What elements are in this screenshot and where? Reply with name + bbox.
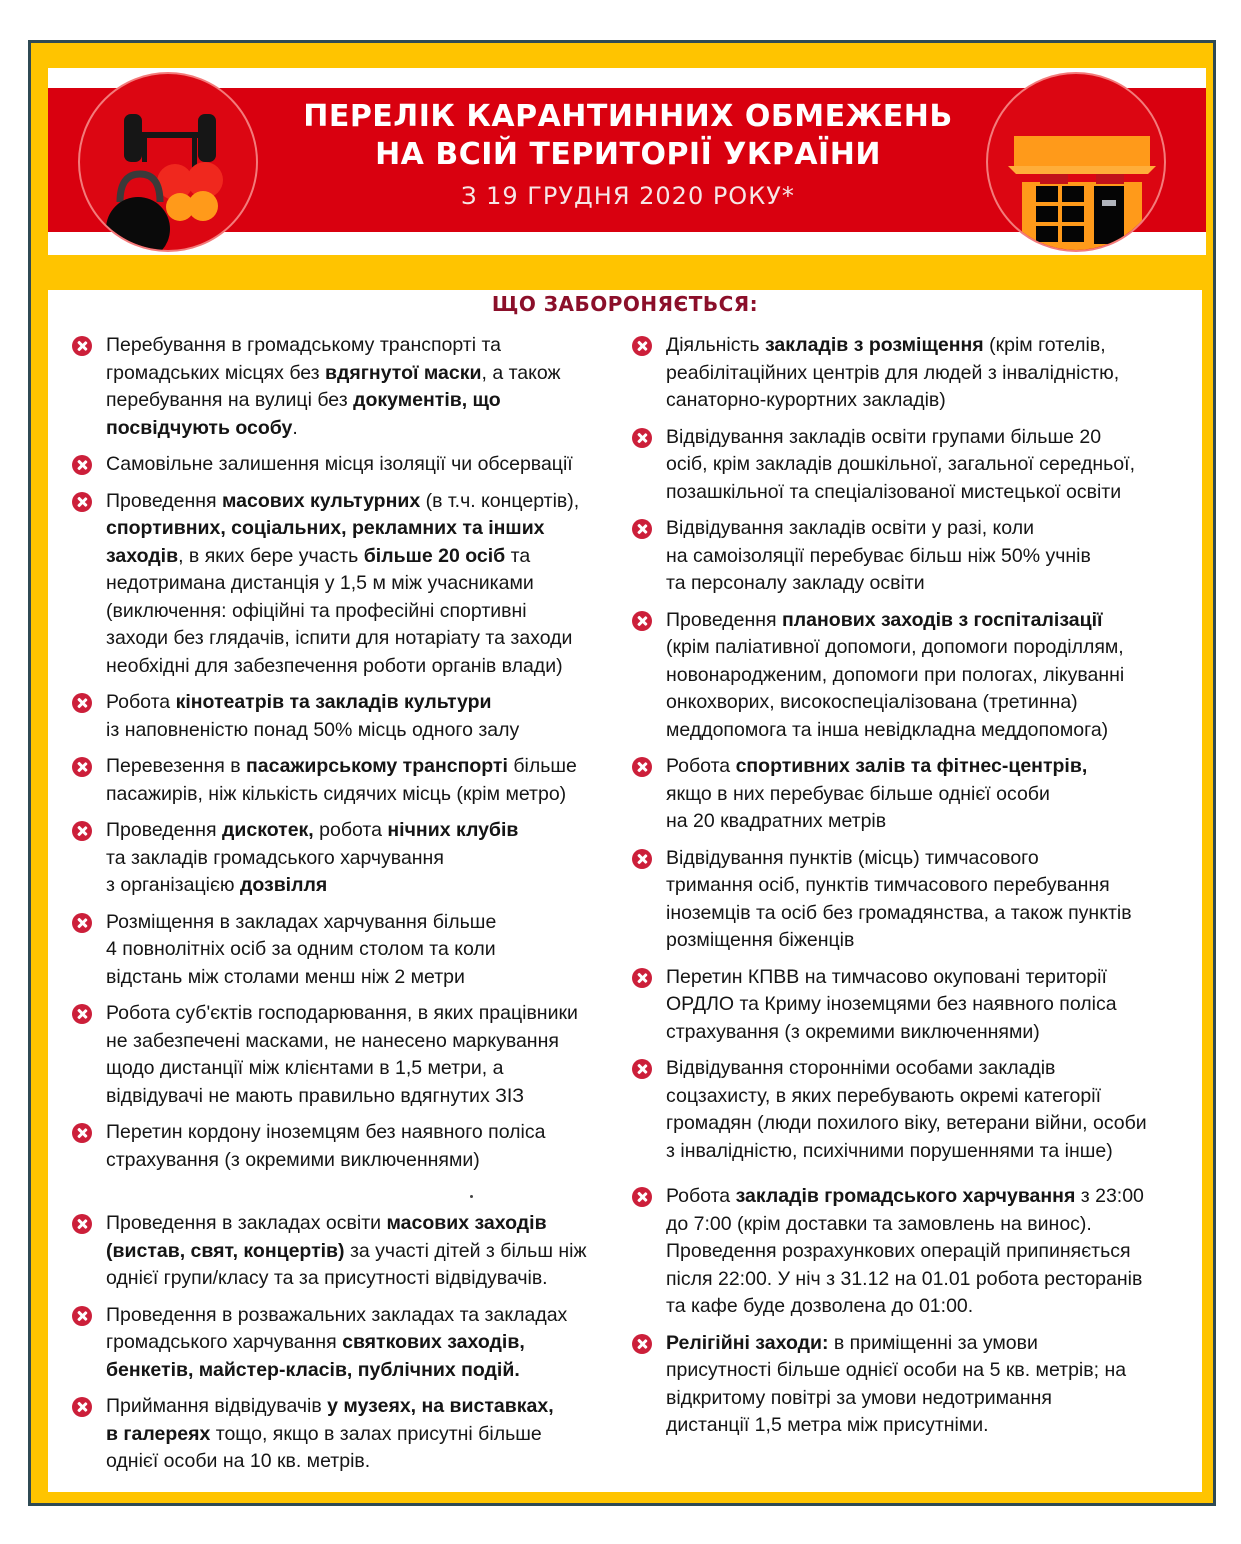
restriction-item xyxy=(630,1330,1180,1440)
x-circle-icon xyxy=(632,757,652,777)
item-text: за участі дітей з більш ніж xyxy=(344,1239,587,1262)
item-text: страхування (з окремими виключеннями) xyxy=(666,1020,1040,1043)
item-text: та персоналу закладу освіти xyxy=(666,572,925,594)
item-text: Діяльність xyxy=(666,334,765,356)
x-circle-icon xyxy=(632,1059,652,1079)
item-text: більше xyxy=(507,755,577,777)
item-text: тримання осіб, пунктів тимчасового перебування xyxy=(666,874,1110,896)
shop-storefront-icon xyxy=(986,72,1166,252)
restriction-item xyxy=(70,332,610,442)
item-text: необхідні для забезпечення роботи органів влади) xyxy=(106,654,563,677)
x-circle-icon xyxy=(72,455,92,475)
item-text: громадського харчування xyxy=(106,1331,343,1353)
item-text: відвідувачі не мають правильно вдягнутих ЗІЗ xyxy=(106,1084,525,1107)
item-text: громадських місцях без xyxy=(106,361,326,384)
item-text: Проведення в розважальних закладах та закладах xyxy=(106,1303,568,1326)
x-circle-icon xyxy=(72,693,92,713)
item-text: пасажирів, ніж кількість сидячих місць (крім метро) xyxy=(106,782,567,805)
item-text: в приміщенні за умови xyxy=(828,1331,1038,1354)
restriction-item xyxy=(630,1055,1180,1165)
restriction-item xyxy=(630,964,1180,1047)
x-circle-icon xyxy=(72,913,92,933)
item-text: (крім готелів, xyxy=(983,334,1106,356)
x-circle-icon xyxy=(632,849,652,869)
item-text: меддопомога та інша невідкладна меддопомога) xyxy=(666,718,1109,741)
item-text: Проведення xyxy=(106,489,223,512)
emphasis-text: спортивних залів та фітнес-центрів, xyxy=(735,755,1088,777)
emphasis-text: дозвілля xyxy=(239,874,328,896)
restriction-item xyxy=(70,817,610,900)
x-circle-icon xyxy=(72,1306,92,1326)
left-column xyxy=(70,332,610,1476)
item-text: на самоізоляції перебуває більш ніж 50% учнів xyxy=(666,544,1091,567)
emphasis-text: в галереях xyxy=(106,1422,211,1445)
item-text: після 22:00. У ніч з 31.12 на 01.01 робота ресторанів xyxy=(666,1267,1143,1290)
item-text: осіб, крім закладів дошкільної, загальної середньої, xyxy=(666,453,1135,475)
item-text: позашкільної та спеціалізованої мистецької освіти xyxy=(666,480,1122,503)
item-text: Приймання відвідувачів xyxy=(106,1395,328,1417)
right-column xyxy=(630,332,1180,1440)
header-banner xyxy=(48,68,1206,255)
title-line-1: ПЕРЕЛІК КАРАНТИННИХ ОБМЕЖЕНЬ xyxy=(303,99,953,134)
item-text: Перевезення в xyxy=(106,755,246,777)
x-circle-icon xyxy=(632,1334,652,1354)
item-text: та xyxy=(505,544,531,567)
restriction-item xyxy=(70,451,610,479)
restriction-item xyxy=(630,753,1180,836)
item-text: тощо, якщо в залах присутні більше xyxy=(210,1422,542,1445)
item-text: та закладів громадського харчування xyxy=(106,846,444,869)
item-text: недотримана дистанція у 1,5 м між учасниками xyxy=(106,572,534,594)
item-text: однієї групи/класу та за присутності відвідувачів. xyxy=(106,1267,548,1289)
item-text: ОРДЛО та Криму іноземцями без наявного поліса xyxy=(666,993,1117,1015)
restriction-item xyxy=(70,1393,610,1476)
x-circle-icon xyxy=(72,1123,92,1143)
restriction-item xyxy=(630,607,1180,745)
item-text: із наповненістю понад 50% місць одного залу xyxy=(106,718,520,741)
x-circle-icon xyxy=(72,757,92,777)
item-text: Проведення xyxy=(666,608,783,631)
emphasis-text: масових заходів xyxy=(386,1212,547,1234)
item-text: соцзахисту, в яких перебувають окремі категорії xyxy=(666,1084,1101,1107)
restriction-item xyxy=(630,332,1180,415)
item-text: однієї особи на 10 кв. метрів. xyxy=(106,1450,371,1472)
item-text: розміщення біженців xyxy=(666,929,855,951)
item-text: Відвідування сторонніми особами закладів xyxy=(666,1057,1056,1079)
item-text: відкритому повітрі за умови недотримання xyxy=(666,1386,1052,1409)
restriction-item xyxy=(70,488,610,681)
restriction-item xyxy=(630,1183,1180,1321)
item-text: Проведення в закладах освіти xyxy=(106,1212,387,1234)
restriction-item xyxy=(70,689,610,744)
item-text: Робота xyxy=(666,755,736,777)
emphasis-text: (вистав, свят, концертів) xyxy=(106,1239,345,1262)
item-text: Перетин КПВВ на тимчасово окуповані території xyxy=(666,965,1107,988)
item-text: реабілітаційних центрів для людей з інвалідністю, xyxy=(666,361,1120,384)
gym-equipment-icon xyxy=(78,72,258,252)
item-text: не забезпечені масками, не нанесено маркування xyxy=(106,1029,559,1052)
x-circle-icon xyxy=(72,492,92,512)
item-text: (крім паліативної допомоги, допомоги породіллям, xyxy=(666,636,1124,658)
emphasis-text: масових культурних xyxy=(222,489,421,512)
item-text: на 20 квадратних метрів xyxy=(666,810,887,832)
item-text: Робота xyxy=(666,1185,736,1207)
restriction-item xyxy=(70,1302,610,1385)
item-text: якщо в них перебуває більше однієї особи xyxy=(666,782,1050,805)
item-text: присутності більше однієї особи на 5 кв. метрів; на xyxy=(666,1359,1127,1381)
item-text: Відвідування закладів освіти групами більше 20 xyxy=(666,425,1102,448)
x-circle-icon xyxy=(632,336,652,356)
emphasis-text: більше 20 осіб xyxy=(363,544,506,567)
x-circle-icon xyxy=(72,336,92,356)
item-text: . xyxy=(292,416,298,439)
item-text: робота xyxy=(313,819,388,841)
stray-dot xyxy=(470,1195,473,1198)
emphasis-text: планових заходів з госпіталізації xyxy=(782,608,1103,631)
x-circle-icon xyxy=(632,519,652,539)
title-line-2: НА ВСІЙ ТЕРИТОРІЇ УКРАЇНИ xyxy=(375,137,881,172)
item-text: Робота xyxy=(106,691,176,713)
emphasis-text: святкових заходів, xyxy=(342,1331,525,1353)
item-text: до 7:00 (крім доставки та замовлень на винос). xyxy=(666,1212,1092,1235)
item-text: , а також xyxy=(481,361,561,384)
emphasis-text: спортивних, соціальних, рекламних та інших xyxy=(106,517,545,539)
x-circle-icon xyxy=(72,1397,92,1417)
item-text: з інвалідністю, психічними порушеннями та інше) xyxy=(666,1139,1113,1162)
item-text: Робота суб'єктів господарювання, в яких працівники xyxy=(106,1002,578,1024)
x-circle-icon xyxy=(632,428,652,448)
item-text: з 23:00 xyxy=(1075,1185,1144,1207)
emphasis-text: закладів громадського харчування xyxy=(735,1185,1076,1207)
item-text: онкохворих, високоспеціалізована (третинна) xyxy=(666,691,1078,713)
item-text: Проведення розрахункових операцій припиняється xyxy=(666,1240,1131,1262)
item-text: Перетин кордону іноземцям без наявного поліса xyxy=(106,1121,546,1143)
item-text: новонародженим, допомоги при пологах, лікуванні xyxy=(666,663,1125,686)
emphasis-text: нічних клубів xyxy=(387,819,519,841)
x-circle-icon xyxy=(632,1187,652,1207)
restriction-item xyxy=(70,909,610,992)
emphasis-text: пасажирському транспорті xyxy=(245,755,508,777)
item-text: та кафе буде дозволена до 01:00. xyxy=(666,1295,974,1317)
item-text: , в яких бере участь xyxy=(178,544,364,567)
item-text: відстань між столами менш ніж 2 метри xyxy=(106,965,465,988)
title-subtitle-date: З 19 ГРУДНЯ 2020 РОКУ* xyxy=(461,182,795,210)
emphasis-text: закладів з розміщення xyxy=(765,334,984,356)
section-title: ЩО ЗАБОРОНЯЄТЬСЯ: xyxy=(491,292,759,316)
restriction-item xyxy=(70,1119,610,1174)
emphasis-text: вдягнутої маски xyxy=(325,361,482,384)
item-text: (виключення: офіційні та професійні спортивні xyxy=(106,599,527,622)
item-text: заходи без глядачів, іспити для нотаріату та заходи xyxy=(106,627,573,649)
item-text: громадян (люди похилого віку, ветерани війни, особи xyxy=(666,1112,1147,1134)
emphasis-text: бенкетів, майстер-класів, публічних подій. xyxy=(106,1358,520,1381)
item-text: дистанції 1,5 метра між присутніми. xyxy=(666,1414,989,1436)
restriction-item xyxy=(630,515,1180,598)
emphasis-text: дискотек, xyxy=(222,819,314,841)
emphasis-text: кінотеатрів та закладів культури xyxy=(175,691,492,713)
x-circle-icon xyxy=(72,1004,92,1024)
emphasis-text: у музеях, на виставках, xyxy=(327,1395,554,1417)
item-text: іноземців та осіб без громадянства, а також пунктів xyxy=(666,901,1132,924)
x-circle-icon xyxy=(72,821,92,841)
emphasis-text: заходів xyxy=(106,544,179,567)
page-title xyxy=(278,98,978,218)
restrictions-panel xyxy=(48,290,1202,1492)
restriction-item xyxy=(70,1000,610,1110)
item-text: санаторно-курортних закладів) xyxy=(666,389,946,411)
item-text: Проведення xyxy=(106,819,223,841)
item-text: 4 повнолітніх осіб за одним столом та коли xyxy=(106,938,496,960)
x-circle-icon xyxy=(632,968,652,988)
item-text: Самовільне залишення місця ізоляції чи обсервації xyxy=(106,453,573,475)
item-text: перебування на вулиці без xyxy=(106,389,354,411)
item-text: страхування (з окремими виключеннями) xyxy=(106,1148,480,1171)
restriction-item xyxy=(70,753,610,808)
emphasis-text: посвідчують особу xyxy=(106,416,293,439)
restriction-item xyxy=(630,424,1180,507)
x-circle-icon xyxy=(72,1214,92,1234)
item-text: Відвідування пунктів (місць) тимчасового xyxy=(666,846,1039,869)
restriction-item xyxy=(70,1210,610,1293)
item-text: щодо дистанції між клієнтами в 1,5 метри, а xyxy=(106,1057,504,1079)
emphasis-text: Релігійні заходи: xyxy=(666,1331,829,1354)
x-circle-icon xyxy=(632,611,652,631)
item-text: (в т.ч. концертів), xyxy=(420,489,580,512)
restriction-item xyxy=(630,845,1180,955)
item-text: з організацією xyxy=(106,874,240,896)
emphasis-text: документів, що xyxy=(353,389,501,411)
item-text: Відвідування закладів освіти у разі, коли xyxy=(666,517,1034,539)
item-text: Розміщення в закладах харчування більше xyxy=(106,910,497,933)
item-text: Перебування в громадському транспорті та xyxy=(106,334,502,356)
